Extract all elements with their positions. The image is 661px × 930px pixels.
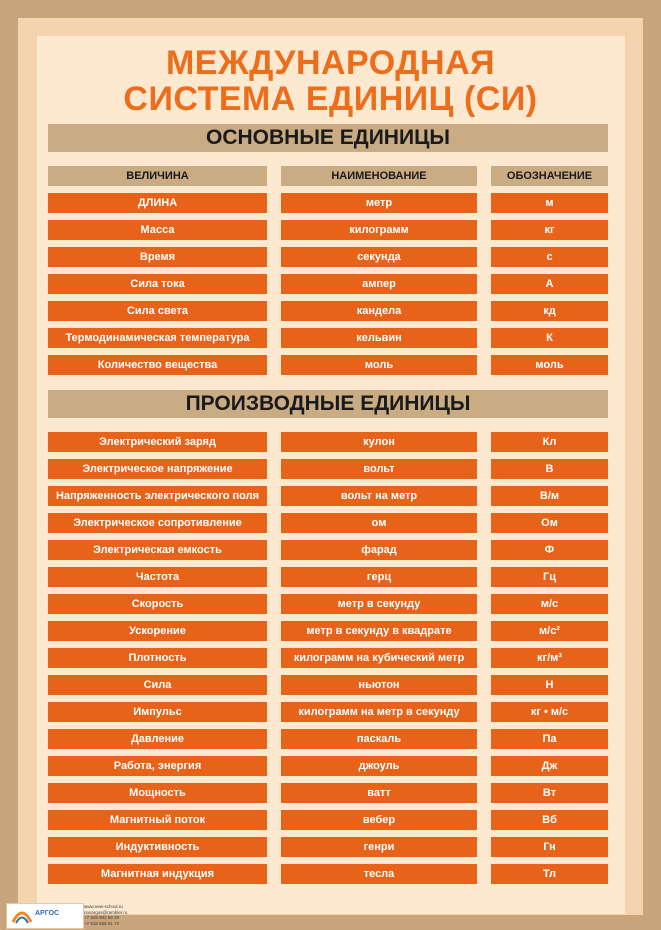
unit-symbol-cell: м/с bbox=[491, 594, 608, 614]
publisher-phone-2: +7 918 556 81 72 bbox=[84, 920, 120, 926]
unit-name-cell: килограмм bbox=[281, 220, 477, 240]
quantity-cell: Сила тока bbox=[48, 274, 267, 294]
column-header-quantity: ВЕЛИЧИНА bbox=[48, 166, 267, 186]
unit-name-cell: вольт на метр bbox=[281, 486, 477, 506]
unit-name-cell: фарад bbox=[281, 540, 477, 560]
quantity-cell: Ускорение bbox=[48, 621, 267, 641]
publisher-logo bbox=[6, 903, 84, 929]
quantity-cell: Электрический заряд bbox=[48, 432, 267, 452]
quantity-cell: Электрическая емкость bbox=[48, 540, 267, 560]
unit-symbol-cell: Тл bbox=[491, 864, 608, 884]
poster-title-line2: СИСТЕМА ЕДИНИЦ (СИ) bbox=[123, 80, 538, 118]
unit-name-cell: ампер bbox=[281, 274, 477, 294]
unit-name-cell: метр в секунду bbox=[281, 594, 477, 614]
quantity-cell: Время bbox=[48, 247, 267, 267]
unit-symbol-cell: Кл bbox=[491, 432, 608, 452]
unit-symbol-cell: Ф bbox=[491, 540, 608, 560]
unit-name-cell: джоуль bbox=[281, 756, 477, 776]
unit-symbol-cell: К bbox=[491, 328, 608, 348]
quantity-cell: Мощность bbox=[48, 783, 267, 803]
publisher-name: АРГОС bbox=[35, 910, 60, 917]
quantity-cell: Термодинамическая температура bbox=[48, 328, 267, 348]
unit-name-cell: вольт bbox=[281, 459, 477, 479]
argos-logo-icon bbox=[10, 906, 34, 926]
unit-name-cell: паскаль bbox=[281, 729, 477, 749]
unit-symbol-cell: Дж bbox=[491, 756, 608, 776]
quantity-cell: Работа, энергия bbox=[48, 756, 267, 776]
unit-name-cell: вебер bbox=[281, 810, 477, 830]
quantity-cell: Скорость bbox=[48, 594, 267, 614]
unit-name-cell: тесла bbox=[281, 864, 477, 884]
unit-symbol-cell: Вб bbox=[491, 810, 608, 830]
publisher-email: novargos@rambler.ru bbox=[84, 909, 128, 915]
unit-symbol-cell: Гн bbox=[491, 837, 608, 857]
unit-name-cell: кельвин bbox=[281, 328, 477, 348]
unit-symbol-cell: В/м bbox=[491, 486, 608, 506]
quantity-cell: Масса bbox=[48, 220, 267, 240]
unit-name-cell: ньютон bbox=[281, 675, 477, 695]
unit-symbol-cell: Н bbox=[491, 675, 608, 695]
unit-name-cell: килограмм на метр в секунду bbox=[281, 702, 477, 722]
unit-name-cell: метр bbox=[281, 193, 477, 213]
unit-symbol-cell: Вт bbox=[491, 783, 608, 803]
unit-name-cell: герц bbox=[281, 567, 477, 587]
quantity-cell: Плотность bbox=[48, 648, 267, 668]
unit-name-cell: кандела bbox=[281, 301, 477, 321]
poster-title-line1: МЕЖДУНАРОДНАЯ bbox=[165, 44, 496, 82]
unit-symbol-cell: кг • м/с bbox=[491, 702, 608, 722]
publisher-contacts bbox=[84, 904, 127, 926]
quantity-cell: Электрическое сопротивление bbox=[48, 513, 267, 533]
quantity-cell: Электрическое напряжение bbox=[48, 459, 267, 479]
unit-name-cell: секунда bbox=[281, 247, 477, 267]
unit-name-cell: моль bbox=[281, 355, 477, 375]
publisher-site: www.new-school.ru bbox=[84, 904, 123, 909]
column-header-unit-name: НАИМЕНОВАНИЕ bbox=[281, 166, 477, 186]
quantity-cell: ДЛИНА bbox=[48, 193, 267, 213]
unit-symbol-cell: А bbox=[491, 274, 608, 294]
unit-symbol-cell: м bbox=[491, 193, 608, 213]
unit-symbol-cell: кд bbox=[491, 301, 608, 321]
unit-name-cell: генри bbox=[281, 837, 477, 857]
quantity-cell: Частота bbox=[48, 567, 267, 587]
unit-name-cell: метр в секунду в квадрате bbox=[281, 621, 477, 641]
quantity-cell: Магнитная индукция bbox=[48, 864, 267, 884]
quantity-cell: Сила света bbox=[48, 301, 267, 321]
unit-symbol-cell: Ом bbox=[491, 513, 608, 533]
column-header-symbol: ОБОЗНАЧЕНИЕ bbox=[491, 166, 608, 186]
unit-symbol-cell: Па bbox=[491, 729, 608, 749]
unit-symbol-cell: Гц bbox=[491, 567, 608, 587]
unit-symbol-cell: В bbox=[491, 459, 608, 479]
publisher-phone-1: +7 928 902 68 20 bbox=[84, 915, 120, 920]
unit-symbol-cell: кг bbox=[491, 220, 608, 240]
unit-symbol-cell: моль bbox=[491, 355, 608, 375]
unit-name-cell: ватт bbox=[281, 783, 477, 803]
quantity-cell: Индуктивность bbox=[48, 837, 267, 857]
unit-symbol-cell: с bbox=[491, 247, 608, 267]
quantity-cell: Импульс bbox=[48, 702, 267, 722]
quantity-cell: Магнитный поток bbox=[48, 810, 267, 830]
unit-name-cell: кулон bbox=[281, 432, 477, 452]
quantity-cell: Количество вещества bbox=[48, 355, 267, 375]
quantity-cell: Давление bbox=[48, 729, 267, 749]
unit-name-cell: килограмм на кубический метр bbox=[281, 648, 477, 668]
unit-symbol-cell: кг/м³ bbox=[491, 648, 608, 668]
unit-symbol-cell: м/с² bbox=[491, 621, 608, 641]
base-units-heading: ОСНОВНЫЕ ЕДИНИЦЫ bbox=[48, 124, 608, 152]
derived-units-heading: ПРОИЗВОДНЫЕ ЕДИНИЦЫ bbox=[48, 390, 608, 418]
unit-name-cell: ом bbox=[281, 513, 477, 533]
quantity-cell: Сила bbox=[48, 675, 267, 695]
quantity-cell: Напряженность электрического поля bbox=[48, 486, 267, 506]
